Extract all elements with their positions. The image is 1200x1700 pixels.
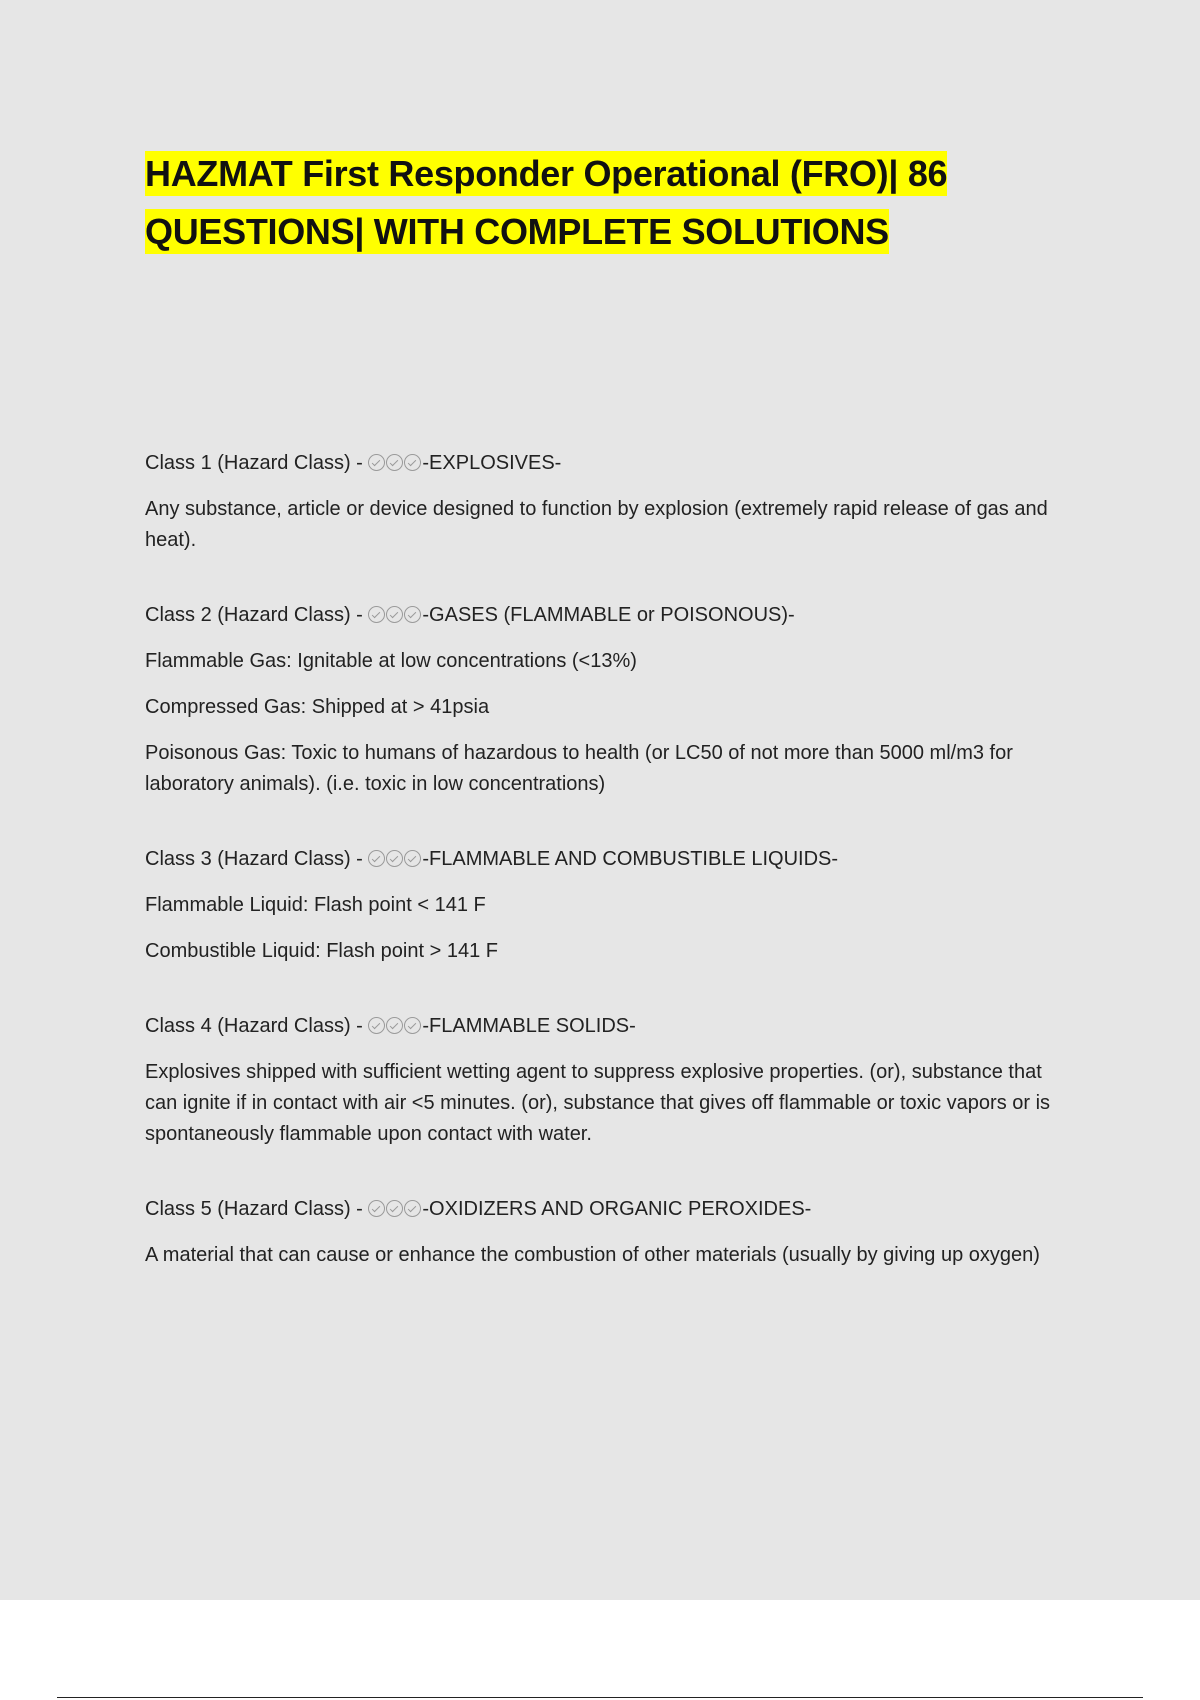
question-text: Class 1 (Hazard Class) - (145, 452, 369, 474)
question-line (145, 844, 1075, 874)
question-text: Class 5 (Hazard Class) - (145, 1198, 369, 1220)
qa-item (145, 448, 1075, 556)
answer-text: Compressed Gas: Shipped at > 41psia (145, 696, 490, 718)
document-title (145, 145, 1085, 261)
answer-text: A material that can cause or enhance the combustion of other materials (usually by giving up oxygen) (145, 1244, 1040, 1266)
answer-text: Combustible Liquid: Flash point > 141 F (145, 940, 498, 962)
circle-check-icon (386, 606, 403, 623)
answer-heading: -EXPLOSIVES- (422, 452, 562, 474)
answer-text: Flammable Liquid: Flash point < 141 F (145, 894, 486, 916)
answer-heading: -OXIDIZERS AND ORGANIC PEROXIDES- (422, 1198, 812, 1220)
question-line (145, 1194, 1075, 1224)
circle-check-icon (404, 606, 421, 623)
circle-check-icon (368, 1200, 385, 1217)
qa-item (145, 844, 1075, 967)
question-text: Class 4 (Hazard Class) - (145, 1015, 369, 1037)
title-line-1: HAZMAT First Responder Operational (FRO)| 86 (145, 153, 948, 194)
answer-text: Flammable Gas: Ignitable at low concentrations (<13%) (145, 650, 637, 672)
circle-check-icon (404, 454, 421, 471)
circle-check-icon (386, 1200, 403, 1217)
circle-check-icon (404, 1017, 421, 1034)
answer-text: Poisonous Gas: Toxic to humans of hazardous to health (or LC50 of not more than 5000 ml/m3 for laboratory animals). (i.e. toxic in low concentrations) (145, 742, 1013, 795)
title-line-2: QUESTIONS| WITH COMPLETE SOLUTIONS (145, 211, 889, 252)
circle-check-icon (368, 454, 385, 471)
answer-text: Explosives shipped with sufficient wetting agent to suppress explosive properties. (or), substance that can ignite if in contact with air <5 minutes. (or), substance that gives off flammable or toxic vapors or is spontaneously flammable upon contact with water. (145, 1061, 1051, 1145)
circle-check-icon (386, 454, 403, 471)
question-text: Class 2 (Hazard Class) - (145, 604, 369, 626)
circle-check-icon (386, 850, 403, 867)
circle-check-icon (368, 606, 385, 623)
answer-heading: -FLAMMABLE SOLIDS- (422, 1015, 636, 1037)
circle-check-icon (404, 850, 421, 867)
question-line (145, 448, 1075, 478)
qa-item (145, 600, 1075, 800)
qa-list (145, 448, 1075, 1315)
qa-item (145, 1011, 1075, 1150)
qa-item (145, 1194, 1075, 1271)
circle-check-icon (386, 1017, 403, 1034)
circle-check-icon (368, 850, 385, 867)
question-line (145, 600, 1075, 630)
answer-heading: -FLAMMABLE AND COMBUSTIBLE LIQUIDS- (422, 848, 839, 870)
circle-check-icon (404, 1200, 421, 1217)
footer-divider (57, 1697, 1143, 1698)
question-line (145, 1011, 1075, 1041)
circle-check-icon (368, 1017, 385, 1034)
title-block (145, 145, 1085, 261)
answer-heading: -GASES (FLAMMABLE or POISONOUS)- (422, 604, 795, 626)
answer-text: Any substance, article or device designed to function by explosion (extremely rapid release of gas and heat). (145, 498, 1048, 551)
question-text: Class 3 (Hazard Class) - (145, 848, 369, 870)
